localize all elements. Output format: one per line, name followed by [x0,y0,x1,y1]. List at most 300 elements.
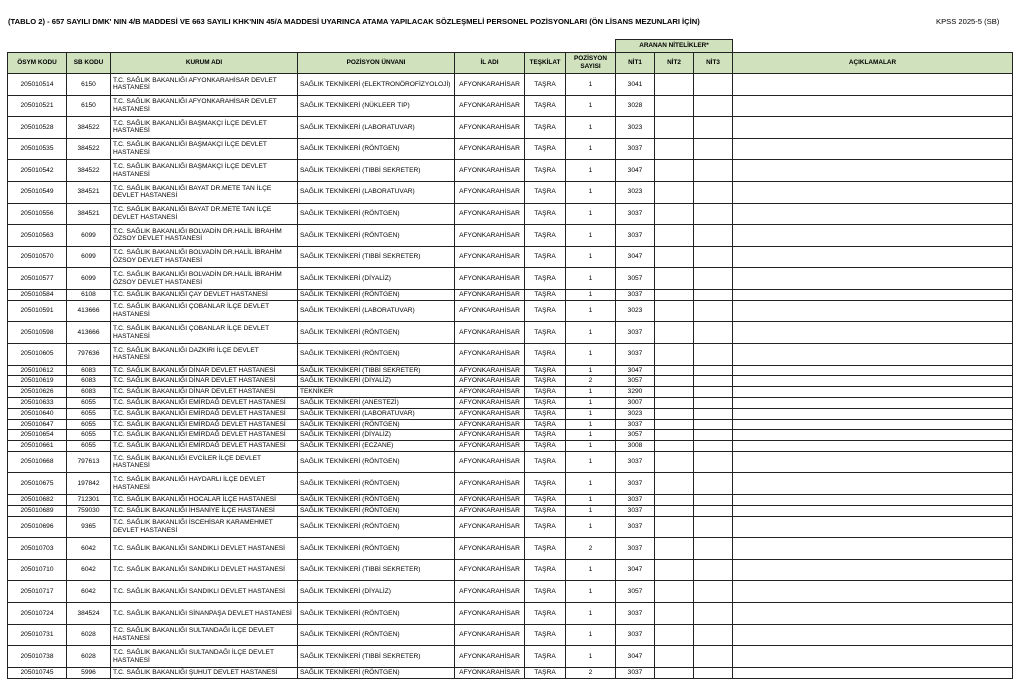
cell-nit2 [655,95,694,117]
cell-kurum-adi: T.C. SAĞLIK BAKANLIĞI ÇOBANLAR İLÇE DEVLET HASTANESİ [111,322,298,344]
cell-nit2 [655,408,694,419]
cell-teskilat: TAŞRA [525,117,566,139]
cell-nit1: 3037 [616,516,655,538]
cell-sb-kodu: 5996 [67,667,111,678]
cell-aciklamalar [733,160,1013,182]
cell-osym-kodu: 205010514 [8,74,67,96]
cell-pozisyon-sayisi: 1 [566,95,616,117]
table-row [8,505,1013,516]
header-kurum-adi: KURUM ADI [111,53,298,74]
cell-nit1: 3047 [616,559,655,581]
cell-nit1: 3037 [616,538,655,560]
cell-osym-kodu: 205010619 [8,376,67,387]
cell-nit3 [694,624,733,646]
cell-osym-kodu: 205010675 [8,473,67,495]
cell-sb-kodu: 6099 [67,225,111,247]
cell-aciklamalar [733,343,1013,365]
cell-nit3 [694,138,733,160]
cell-nit3 [694,322,733,344]
cell-kurum-adi: T.C. SAĞLIK BAKANLIĞI AFYONKARAHİSAR DEVLET HASTANESİ [111,74,298,96]
cell-sb-kodu: 6042 [67,559,111,581]
cell-teskilat: TAŞRA [525,289,566,300]
cell-osym-kodu: 205010584 [8,289,67,300]
cell-nit1: 3047 [616,160,655,182]
cell-pozisyon-sayisi: 1 [566,581,616,603]
cell-pozisyon-sayisi: 1 [566,343,616,365]
cell-pozisyon-unvani: SAĞLIK TEKNİKERİ (DİYALİZ) [298,430,455,441]
cell-nit1: 3037 [616,473,655,495]
exam-label: KPSS 2025-5 (SB) [936,17,1000,26]
cell-kurum-adi: T.C. SAĞLIK BAKANLIĞI ŞUHUT DEVLET HASTANESİ [111,667,298,678]
cell-sb-kodu: 6083 [67,387,111,398]
cell-nit2 [655,397,694,408]
cell-il-adi: AFYONKARAHİSAR [455,138,525,160]
cell-aciklamalar [733,538,1013,560]
cell-teskilat: TAŞRA [525,95,566,117]
cell-pozisyon-sayisi: 1 [566,505,616,516]
cell-nit1: 3037 [616,495,655,506]
cell-kurum-adi: T.C. SAĞLIK BAKANLIĞI EMİRDAĞ DEVLET HASTANESİ [111,419,298,430]
cell-sb-kodu: 384521 [67,181,111,203]
cell-nit3 [694,181,733,203]
cell-aciklamalar [733,430,1013,441]
cell-nit3 [694,203,733,225]
cell-sb-kodu: 197842 [67,473,111,495]
cell-pozisyon-unvani: SAĞLIK TEKNİKERİ (TIBBİ SEKRETER) [298,246,455,268]
cell-il-adi: AFYONKARAHİSAR [455,268,525,290]
cell-nit2 [655,246,694,268]
table-row [8,408,1013,419]
cell-teskilat: TAŞRA [525,376,566,387]
cell-nit3 [694,387,733,398]
cell-pozisyon-unvani: SAĞLIK TEKNİKERİ (TIBBİ SEKRETER) [298,646,455,668]
cell-nit1: 3057 [616,430,655,441]
cell-nit3 [694,225,733,247]
cell-il-adi: AFYONKARAHİSAR [455,225,525,247]
cell-aciklamalar [733,181,1013,203]
cell-nit3 [694,74,733,96]
cell-pozisyon-sayisi: 2 [566,376,616,387]
cell-sb-kodu: 384524 [67,603,111,625]
table-row [8,322,1013,344]
cell-sb-kodu: 6150 [67,95,111,117]
cell-osym-kodu: 205010661 [8,441,67,452]
cell-sb-kodu: 413666 [67,322,111,344]
cell-aciklamalar [733,505,1013,516]
cell-sb-kodu: 413666 [67,300,111,322]
table-row [8,559,1013,581]
cell-osym-kodu: 205010528 [8,117,67,139]
cell-kurum-adi: T.C. SAĞLIK BAKANLIĞI SİNANPAŞA DEVLET HASTANESİ [111,603,298,625]
cell-teskilat: TAŞRA [525,322,566,344]
cell-aciklamalar [733,516,1013,538]
table-row [8,451,1013,473]
cell-aciklamalar [733,419,1013,430]
cell-il-adi: AFYONKARAHİSAR [455,473,525,495]
cell-kurum-adi: T.C. SAĞLIK BAKANLIĞI AFYONKARAHİSAR DEVLET HASTANESİ [111,95,298,117]
cell-nit2 [655,376,694,387]
cell-pozisyon-sayisi: 1 [566,203,616,225]
cell-il-adi: AFYONKARAHİSAR [455,203,525,225]
table-row [8,117,1013,139]
cell-aciklamalar [733,117,1013,139]
cell-pozisyon-unvani: SAĞLIK TEKNİKERİ (RÖNTGEN) [298,419,455,430]
cell-aciklamalar [733,559,1013,581]
cell-pozisyon-unvani: SAĞLIK TEKNİKERİ (TIBBİ SEKRETER) [298,160,455,182]
cell-aciklamalar [733,581,1013,603]
cell-sb-kodu: 9365 [67,516,111,538]
cell-pozisyon-unvani: SAĞLIK TEKNİKERİ (RÖNTGEN) [298,667,455,678]
cell-osym-kodu: 205010605 [8,343,67,365]
cell-nit1: 3007 [616,397,655,408]
table-row [8,430,1013,441]
cell-aciklamalar [733,322,1013,344]
table-row [8,397,1013,408]
cell-sb-kodu: 384522 [67,160,111,182]
cell-nit3 [694,505,733,516]
cell-kurum-adi: T.C. SAĞLIK BAKANLIĞI DAZKIRI İLÇE DEVLET HASTANESİ [111,343,298,365]
table-row [8,581,1013,603]
cell-pozisyon-sayisi: 1 [566,74,616,96]
cell-osym-kodu: 205010731 [8,624,67,646]
cell-pozisyon-sayisi: 1 [566,387,616,398]
cell-pozisyon-unvani: SAĞLIK TEKNİKERİ (RÖNTGEN) [298,289,455,300]
cell-il-adi: AFYONKARAHİSAR [455,408,525,419]
cell-osym-kodu: 205010668 [8,451,67,473]
cell-kurum-adi: T.C. SAĞLIK BAKANLIĞI EVCİLER İLÇE DEVLET HASTANESİ [111,451,298,473]
cell-nit3 [694,397,733,408]
cell-nit2 [655,138,694,160]
cell-aciklamalar [733,246,1013,268]
cell-pozisyon-sayisi: 1 [566,246,616,268]
cell-sb-kodu: 6042 [67,538,111,560]
cell-il-adi: AFYONKARAHİSAR [455,74,525,96]
cell-nit1: 3023 [616,408,655,419]
cell-teskilat: TAŞRA [525,365,566,376]
cell-pozisyon-sayisi: 1 [566,419,616,430]
cell-nit2 [655,117,694,139]
cell-sb-kodu: 6055 [67,430,111,441]
cell-kurum-adi: T.C. SAĞLIK BAKANLIĞI EMİRDAĞ DEVLET HASTANESİ [111,408,298,419]
cell-nit1: 3047 [616,646,655,668]
cell-il-adi: AFYONKARAHİSAR [455,419,525,430]
cell-kurum-adi: T.C. SAĞLIK BAKANLIĞI SANDIKLI DEVLET HASTANESİ [111,581,298,603]
cell-nit1: 3037 [616,603,655,625]
cell-il-adi: AFYONKARAHİSAR [455,117,525,139]
cell-il-adi: AFYONKARAHİSAR [455,343,525,365]
cell-nit1: 3037 [616,451,655,473]
cell-pozisyon-sayisi: 1 [566,268,616,290]
cell-nit2 [655,430,694,441]
cell-nit2 [655,365,694,376]
cell-teskilat: TAŞRA [525,181,566,203]
cell-pozisyon-sayisi: 1 [566,408,616,419]
cell-nit2 [655,289,694,300]
cell-aciklamalar [733,376,1013,387]
cell-kurum-adi: T.C. SAĞLIK BAKANLIĞI SANDIKLI DEVLET HASTANESİ [111,559,298,581]
cell-sb-kodu: 759030 [67,505,111,516]
cell-kurum-adi: T.C. SAĞLIK BAKANLIĞI HOCALAR İLÇE HASTANESİ [111,495,298,506]
cell-sb-kodu: 6083 [67,365,111,376]
cell-nit1: 3037 [616,624,655,646]
cell-osym-kodu: 205010570 [8,246,67,268]
cell-nit3 [694,581,733,603]
cell-nit2 [655,441,694,452]
cell-nit1: 3008 [616,441,655,452]
cell-sb-kodu: 797613 [67,451,111,473]
cell-il-adi: AFYONKARAHİSAR [455,538,525,560]
table-row [8,95,1013,117]
cell-pozisyon-sayisi: 1 [566,365,616,376]
header-nit3: NİT3 [694,53,733,74]
cell-pozisyon-sayisi: 1 [566,117,616,139]
cell-pozisyon-unvani: SAĞLIK TEKNİKERİ (RÖNTGEN) [298,343,455,365]
header-aciklamalar: AÇIKLAMALAR [733,53,1013,74]
cell-il-adi: AFYONKARAHİSAR [455,181,525,203]
header-pozisyon-unvani: POZİSYON ÜNVANI [298,53,455,74]
cell-pozisyon-unvani: TEKNİKER [298,387,455,398]
cell-sb-kodu: 6055 [67,441,111,452]
cell-osym-kodu: 205010696 [8,516,67,538]
cell-il-adi: AFYONKARAHİSAR [455,95,525,117]
cell-teskilat: TAŞRA [525,505,566,516]
cell-pozisyon-unvani: SAĞLIK TEKNİKERİ (DİYALİZ) [298,581,455,603]
cell-pozisyon-unvani: SAĞLIK TEKNİKERİ (ELEKTRONÖROFİZYOLOJİ) [298,74,455,96]
cell-nit2 [655,387,694,398]
table-row [8,160,1013,182]
cell-pozisyon-unvani: SAĞLIK TEKNİKERİ (RÖNTGEN) [298,516,455,538]
cell-nit1: 3057 [616,376,655,387]
table-row [8,667,1013,678]
cell-osym-kodu: 205010521 [8,95,67,117]
cell-nit1: 3057 [616,581,655,603]
cell-aciklamalar [733,138,1013,160]
cell-aciklamalar [733,473,1013,495]
cell-aciklamalar [733,289,1013,300]
cell-il-adi: AFYONKARAHİSAR [455,559,525,581]
cell-nit3 [694,430,733,441]
cell-pozisyon-unvani: SAĞLIK TEKNİKERİ (RÖNTGEN) [298,495,455,506]
header-sb-kodu: SB KODU [67,53,111,74]
cell-nit2 [655,419,694,430]
cell-sb-kodu: 384521 [67,203,111,225]
cell-nit3 [694,419,733,430]
cell-nit3 [694,268,733,290]
cell-nit2 [655,181,694,203]
table-row [8,225,1013,247]
cell-nit1: 3290 [616,387,655,398]
cell-teskilat: TAŞRA [525,495,566,506]
cell-sb-kodu: 6099 [67,246,111,268]
cell-pozisyon-sayisi: 1 [566,451,616,473]
cell-osym-kodu: 205010710 [8,559,67,581]
cell-kurum-adi: T.C. SAĞLIK BAKANLIĞI BAYAT DR.METE TAN İLÇE DEVLET HASTANESİ [111,181,298,203]
cell-nit1: 3057 [616,268,655,290]
cell-pozisyon-sayisi: 1 [566,516,616,538]
table-row [8,268,1013,290]
header-nit2: NİT2 [655,53,694,74]
cell-pozisyon-sayisi: 1 [566,289,616,300]
cell-teskilat: TAŞRA [525,343,566,365]
cell-teskilat: TAŞRA [525,268,566,290]
cell-sb-kodu: 6055 [67,419,111,430]
cell-osym-kodu: 205010654 [8,430,67,441]
cell-kurum-adi: T.C. SAĞLIK BAKANLIĞI DİNAR DEVLET HASTANESİ [111,365,298,376]
cell-nit2 [655,322,694,344]
cell-pozisyon-sayisi: 1 [566,225,616,247]
cell-sb-kodu: 6099 [67,268,111,290]
header-teskilat: TEŞKİLAT [525,53,566,74]
cell-aciklamalar [733,495,1013,506]
cell-nit3 [694,451,733,473]
cell-nit1: 3037 [616,225,655,247]
cell-pozisyon-unvani: SAĞLIK TEKNİKERİ (DİYALİZ) [298,376,455,387]
cell-osym-kodu: 205010724 [8,603,67,625]
cell-aciklamalar [733,74,1013,96]
cell-nit2 [655,343,694,365]
cell-kurum-adi: T.C. SAĞLIK BAKANLIĞI BAŞMAKÇI İLÇE DEVLET HASTANESİ [111,138,298,160]
header-il-adi: İL ADI [455,53,525,74]
table-row [8,387,1013,398]
cell-aciklamalar [733,365,1013,376]
cell-nit2 [655,473,694,495]
cell-nit3 [694,646,733,668]
cell-osym-kodu: 205010556 [8,203,67,225]
cell-osym-kodu: 205010549 [8,181,67,203]
header-osym-kodu: ÖSYM KODU [8,53,67,74]
cell-il-adi: AFYONKARAHİSAR [455,376,525,387]
cell-nit1: 3028 [616,95,655,117]
cell-kurum-adi: T.C. SAĞLIK BAKANLIĞI SANDIKLI DEVLET HASTANESİ [111,538,298,560]
cell-nit3 [694,343,733,365]
cell-aciklamalar [733,667,1013,678]
table-row [8,138,1013,160]
cell-kurum-adi: T.C. SAĞLIK BAKANLIĞI BOLVADİN DR.HALİL İBRAHİM ÖZSOY DEVLET HASTANESİ [111,268,298,290]
table-group-header-row [8,40,1013,53]
cell-nit2 [655,74,694,96]
cell-osym-kodu: 205010647 [8,419,67,430]
cell-nit1: 3047 [616,246,655,268]
cell-pozisyon-unvani: SAĞLIK TEKNİKERİ (RÖNTGEN) [298,603,455,625]
cell-nit2 [655,667,694,678]
cell-nit1: 3037 [616,203,655,225]
cell-il-adi: AFYONKARAHİSAR [455,246,525,268]
header-aranan-nitelikler: ARANAN NİTELİKLER* [616,40,733,53]
cell-aciklamalar [733,397,1013,408]
cell-il-adi: AFYONKARAHİSAR [455,451,525,473]
cell-nit2 [655,624,694,646]
table-row [8,419,1013,430]
table-row [8,181,1013,203]
cell-osym-kodu: 205010542 [8,160,67,182]
cell-osym-kodu: 205010626 [8,387,67,398]
cell-osym-kodu: 205010745 [8,667,67,678]
cell-pozisyon-unvani: SAĞLIK TEKNİKERİ (RÖNTGEN) [298,225,455,247]
table-header-row [8,53,1013,74]
cell-teskilat: TAŞRA [525,559,566,581]
table-row [8,538,1013,560]
cell-pozisyon-sayisi: 2 [566,538,616,560]
cell-osym-kodu: 205010682 [8,495,67,506]
cell-il-adi: AFYONKARAHİSAR [455,646,525,668]
cell-aciklamalar [733,624,1013,646]
cell-teskilat: TAŞRA [525,203,566,225]
cell-nit2 [655,646,694,668]
cell-teskilat: TAŞRA [525,441,566,452]
cell-pozisyon-sayisi: 1 [566,322,616,344]
cell-aciklamalar [733,95,1013,117]
cell-osym-kodu: 205010563 [8,225,67,247]
cell-kurum-adi: T.C. SAĞLIK BAKANLIĞI DİNAR DEVLET HASTANESİ [111,376,298,387]
cell-nit2 [655,559,694,581]
cell-sb-kodu: 6028 [67,646,111,668]
cell-nit3 [694,408,733,419]
cell-kurum-adi: T.C. SAĞLIK BAKANLIĞI DİNAR DEVLET HASTANESİ [111,387,298,398]
cell-teskilat: TAŞRA [525,408,566,419]
cell-pozisyon-unvani: SAĞLIK TEKNİKERİ (RÖNTGEN) [298,138,455,160]
table-row [8,376,1013,387]
table-row [8,300,1013,322]
cell-kurum-adi: T.C. SAĞLIK BAKANLIĞI BAYAT DR.METE TAN İLÇE DEVLET HASTANESİ [111,203,298,225]
cell-aciklamalar [733,646,1013,668]
cell-kurum-adi: T.C. SAĞLIK BAKANLIĞI EMİRDAĞ DEVLET HASTANESİ [111,397,298,408]
cell-aciklamalar [733,441,1013,452]
cell-nit2 [655,581,694,603]
cell-nit2 [655,203,694,225]
cell-pozisyon-unvani: SAĞLIK TEKNİKERİ (LABORATUVAR) [298,181,455,203]
cell-il-adi: AFYONKARAHİSAR [455,430,525,441]
cell-kurum-adi: T.C. SAĞLIK BAKANLIĞI HAYDARLI İLÇE DEVLET HASTANESİ [111,473,298,495]
table-row [8,473,1013,495]
cell-il-adi: AFYONKARAHİSAR [455,387,525,398]
cell-nit1: 3037 [616,667,655,678]
cell-il-adi: AFYONKARAHİSAR [455,505,525,516]
cell-pozisyon-sayisi: 1 [566,646,616,668]
cell-kurum-adi: T.C. SAĞLIK BAKANLIĞI BOLVADİN DR.HALİL İBRAHİM ÖZSOY DEVLET HASTANESİ [111,225,298,247]
cell-osym-kodu: 205010689 [8,505,67,516]
cell-teskilat: TAŞRA [525,225,566,247]
table-row [8,516,1013,538]
cell-il-adi: AFYONKARAHİSAR [455,397,525,408]
cell-kurum-adi: T.C. SAĞLIK BAKANLIĞI İSCEHİSAR KARAMEHMET DEVLET HASTANESİ [111,516,298,538]
cell-nit2 [655,516,694,538]
cell-kurum-adi: T.C. SAĞLIK BAKANLIĞI EMİRDAĞ DEVLET HASTANESİ [111,441,298,452]
cell-nit1: 3037 [616,343,655,365]
cell-sb-kodu: 6108 [67,289,111,300]
cell-pozisyon-sayisi: 1 [566,397,616,408]
cell-pozisyon-unvani: SAĞLIK TEKNİKERİ (TIBBİ SEKRETER) [298,559,455,581]
cell-kurum-adi: T.C. SAĞLIK BAKANLIĞI SULTANDAĞI İLÇE DEVLET HASTANESİ [111,646,298,668]
cell-nit2 [655,225,694,247]
cell-il-adi: AFYONKARAHİSAR [455,441,525,452]
cell-pozisyon-unvani: SAĞLIK TEKNİKERİ (RÖNTGEN) [298,624,455,646]
table-row [8,74,1013,96]
cell-sb-kodu: 6055 [67,397,111,408]
cell-il-adi: AFYONKARAHİSAR [455,667,525,678]
cell-pozisyon-sayisi: 1 [566,473,616,495]
cell-nit3 [694,365,733,376]
cell-sb-kodu: 6083 [67,376,111,387]
cell-il-adi: AFYONKARAHİSAR [455,624,525,646]
table-row [8,441,1013,452]
cell-nit3 [694,441,733,452]
cell-nit1: 3037 [616,289,655,300]
cell-nit3 [694,516,733,538]
cell-nit1: 3037 [616,138,655,160]
cell-sb-kodu: 6150 [67,74,111,96]
cell-nit1: 3041 [616,74,655,96]
cell-nit3 [694,246,733,268]
